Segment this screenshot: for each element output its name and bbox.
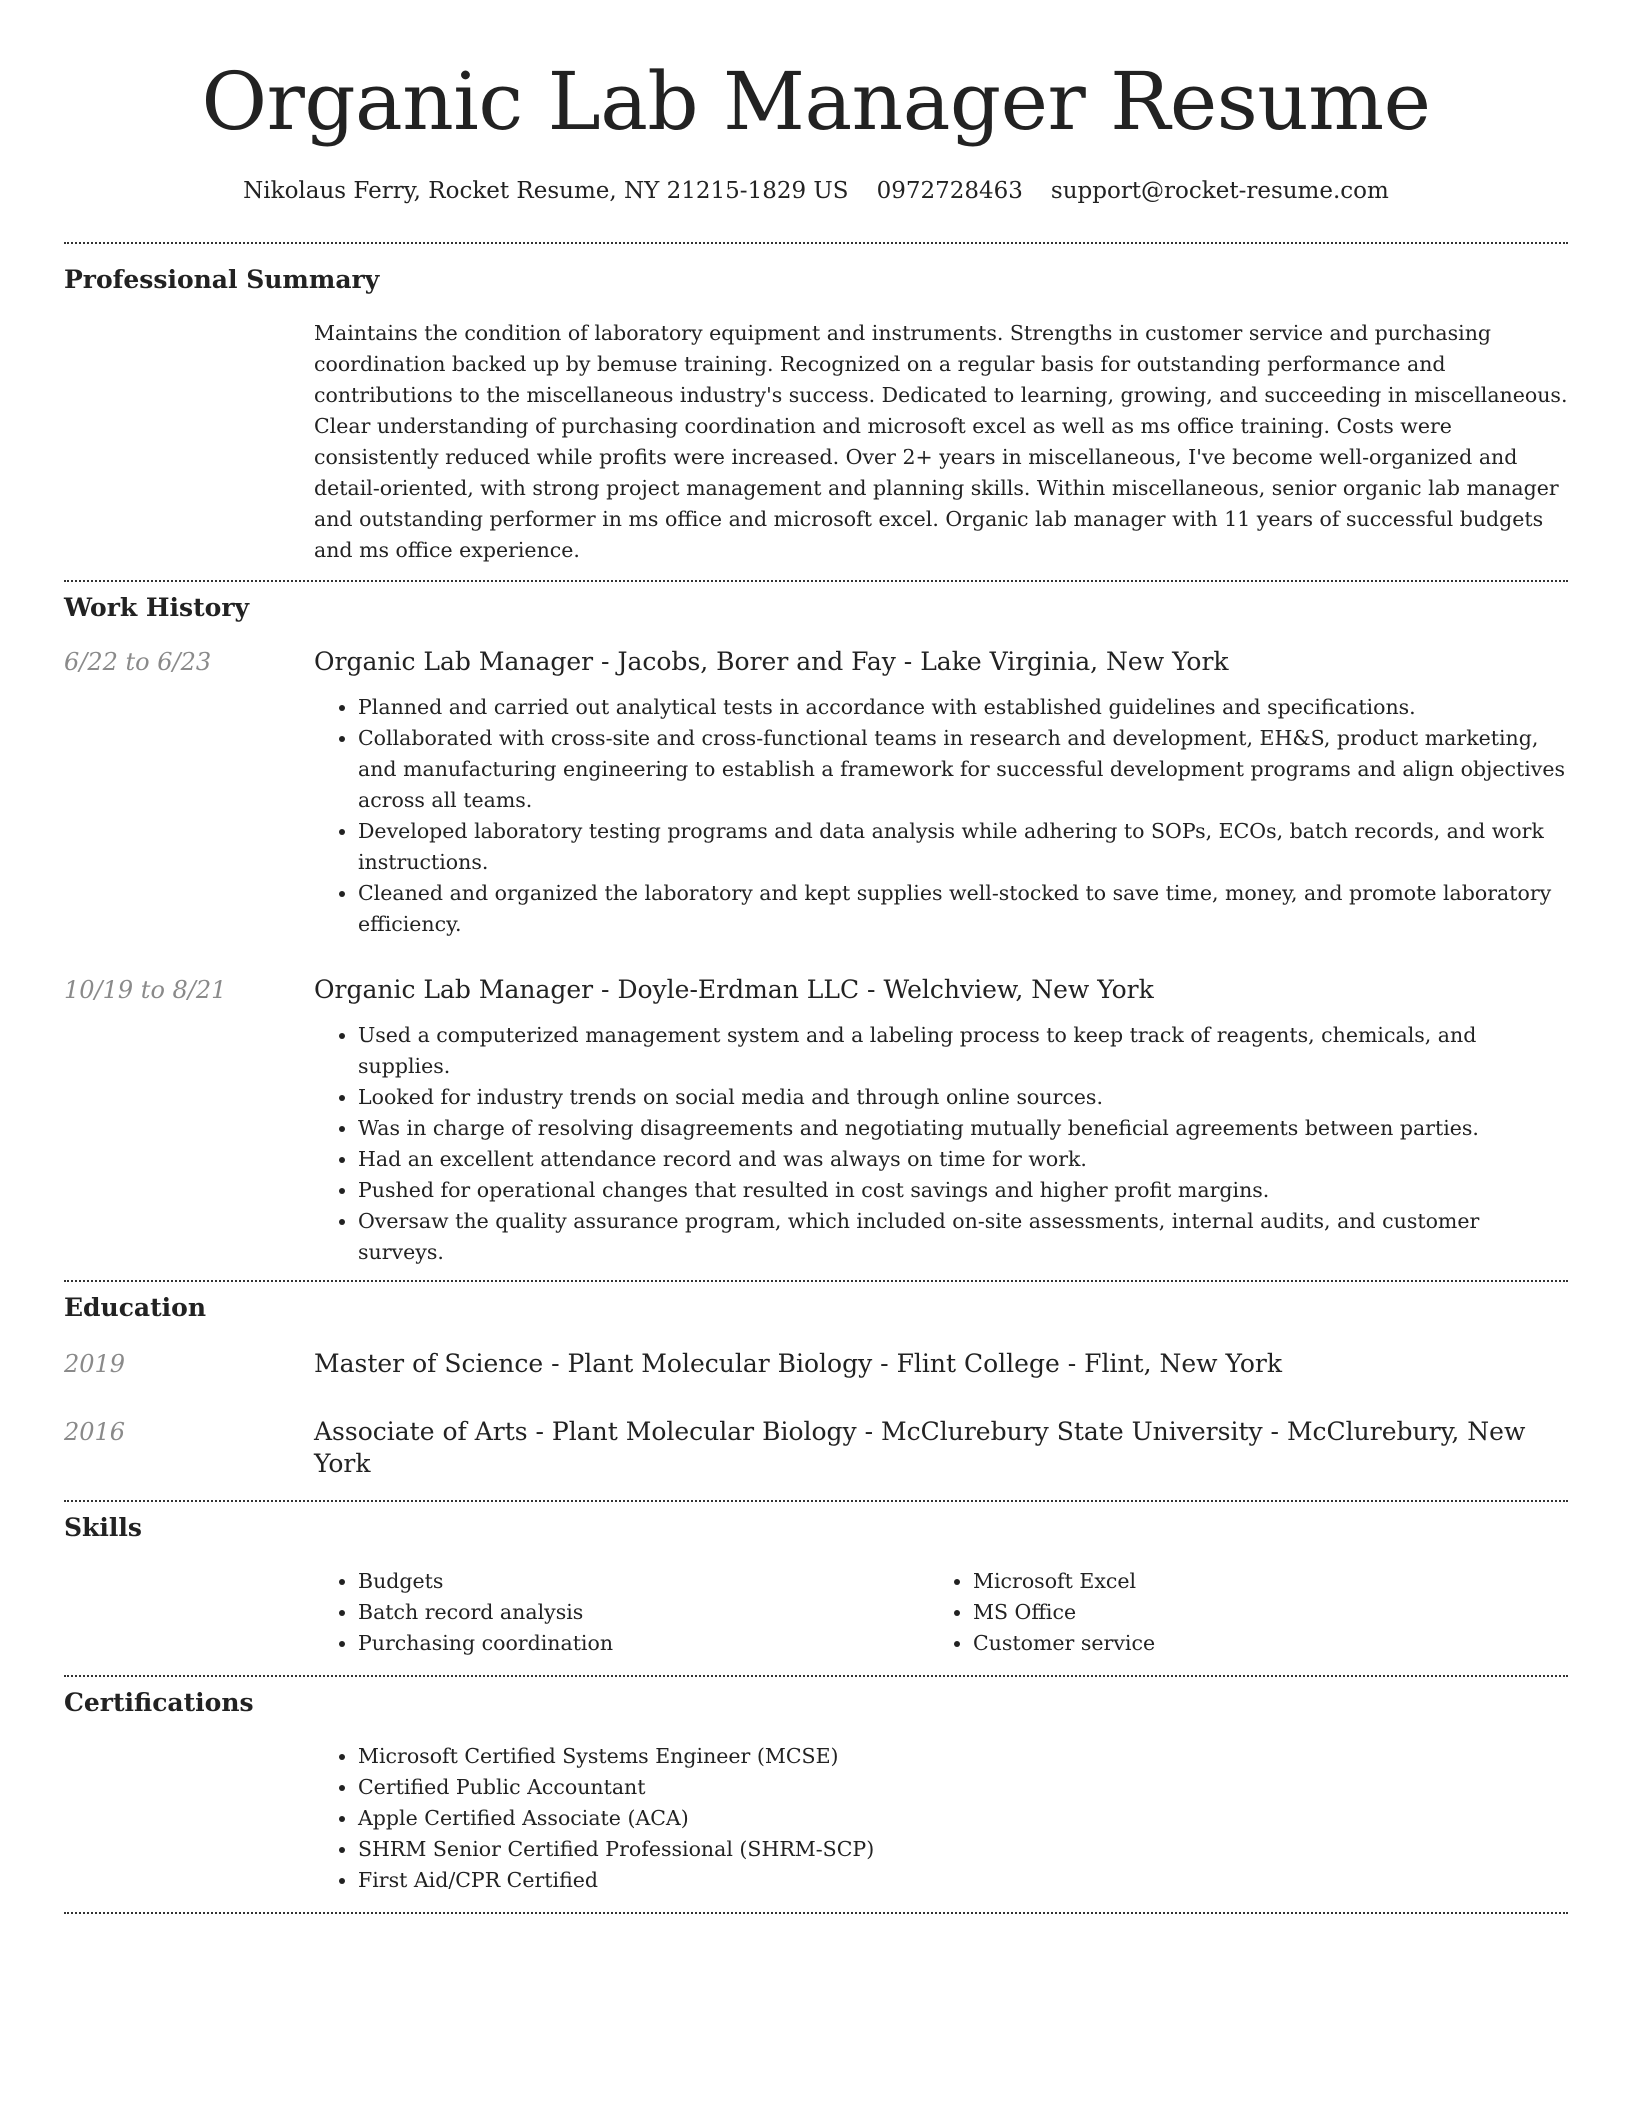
job-entry [64,974,1568,1268]
skills-list [929,1566,1544,1659]
certifications-heading: Certifications [64,1688,254,1717]
job-dates: 6/22 to 6/23 [64,648,212,676]
work-history-section [64,582,1568,1268]
job-entry [64,646,1568,940]
list-item: • Planned and carried out analytical tests in accordance with established guidelines and specifications. [358,692,1568,723]
list-item: • Oversaw the quality assurance program, which included on-site assessments, internal audits, and customer surveys. [358,1206,1568,1268]
summary-heading: Professional Summary [64,265,380,294]
list-item: • MS Office [973,1597,1544,1628]
job-title: Organic Lab Manager - Doyle-Erdman LLC - Welchview, New York [314,975,1154,1004]
certifications-list [314,1741,1568,1896]
resume-title: Organic Lab Manager Resume [201,55,1431,148]
resume-page [64,0,1568,1914]
job-dates: 10/19 to 8/21 [64,976,227,1004]
job-title: Organic Lab Manager - Jacobs, Borer and Fay - Lake Virginia, New York [314,647,1229,676]
education-entry [64,1416,1568,1480]
list-item: • Used a computerized management system and a labeling process to keep track of reagents, chemicals, and supplies. [358,1020,1568,1082]
education-year: 2019 [64,1350,126,1378]
list-item: • Purchasing coordination [358,1628,929,1659]
summary-text: Maintains the condition of laboratory equipment and instruments. Strengths in customer service and purchasing coordination backed up by bemuse training. Recognized on a regular basis for outstanding performance and contributions to the miscellaneous industry's success. Dedicated to learning, growing, and succeeding in miscellaneous. Clear understanding of purchasing coordination and microsoft excel as well as ms office training. Costs were consistently reduced while profits were increased. Over 2+ years in miscellaneous, I've become well-organized and detail-oriented, with strong project management and planning skills. Within miscellaneous, senior organic lab manager and outstanding performer in ms office and microsoft excel. Organic lab manager with 11 years of successful budgets and ms office experience. [314,321,1568,562]
list-item: • Apple Certified Associate (ACA) [358,1803,1568,1834]
education-degree: Master of Science - Plant Molecular Biology - Flint College - Flint, New York [314,1349,1282,1378]
list-item: • Had an excellent attendance record and was always on time for work. [358,1144,1568,1175]
education-degree: Associate of Arts - Plant Molecular Biology - McClurebury State University - McClurebury, New York [314,1417,1526,1478]
job-bullets [314,1020,1568,1268]
contact-phone: 0972728463 [876,178,1023,204]
list-item: • Pushed for operational changes that resulted in cost savings and higher profit margins. [358,1175,1568,1206]
list-item: • Batch record analysis [358,1597,929,1628]
job-bullets [314,692,1568,940]
list-item: • Cleaned and organized the laboratory and kept supplies well-stocked to save time, money, and promote laboratory efficiency. [358,878,1568,940]
contact-address: Nikolaus Ferry, Rocket Resume, NY 21215-1829 US [243,178,849,204]
list-item: • Certified Public Accountant [358,1772,1568,1803]
certifications-section [64,1677,1568,1896]
contact-line [64,176,1568,206]
list-item: • Microsoft Excel [973,1566,1544,1597]
education-heading: Education [64,1293,207,1322]
education-year: 2016 [64,1418,126,1446]
education-section [64,1282,1568,1480]
skills-list [314,1566,929,1659]
skills-section [64,1502,1568,1659]
work-history-heading: Work History [64,593,250,622]
list-item: • Customer service [973,1628,1544,1659]
list-item: • Was in charge of resolving disagreements and negotiating mutually beneficial agreements between parties. [358,1113,1568,1144]
summary-section [64,244,1568,566]
list-item: • First Aid/CPR Certified [358,1865,1568,1896]
list-item: • Microsoft Certified Systems Engineer (MCSE) [358,1741,1568,1772]
education-entry [64,1348,1568,1380]
list-item: • Looked for industry trends on social media and through online sources. [358,1082,1568,1113]
section-divider [64,1912,1568,1914]
list-item: • Budgets [358,1566,929,1597]
list-item: • Collaborated with cross-site and cross-functional teams in research and development, EH&S, product marketing, and manufacturing engineering to establish a framework for successful development programs and align objectives across all teams. [358,723,1568,816]
contact-email: support@rocket-resume.com [1050,178,1389,204]
skills-heading: Skills [64,1513,142,1542]
list-item: • SHRM Senior Certified Professional (SHRM-SCP) [358,1834,1568,1865]
list-item: • Developed laboratory testing programs and data analysis while adhering to SOPs, ECOs, batch records, and work instructions. [358,816,1568,878]
